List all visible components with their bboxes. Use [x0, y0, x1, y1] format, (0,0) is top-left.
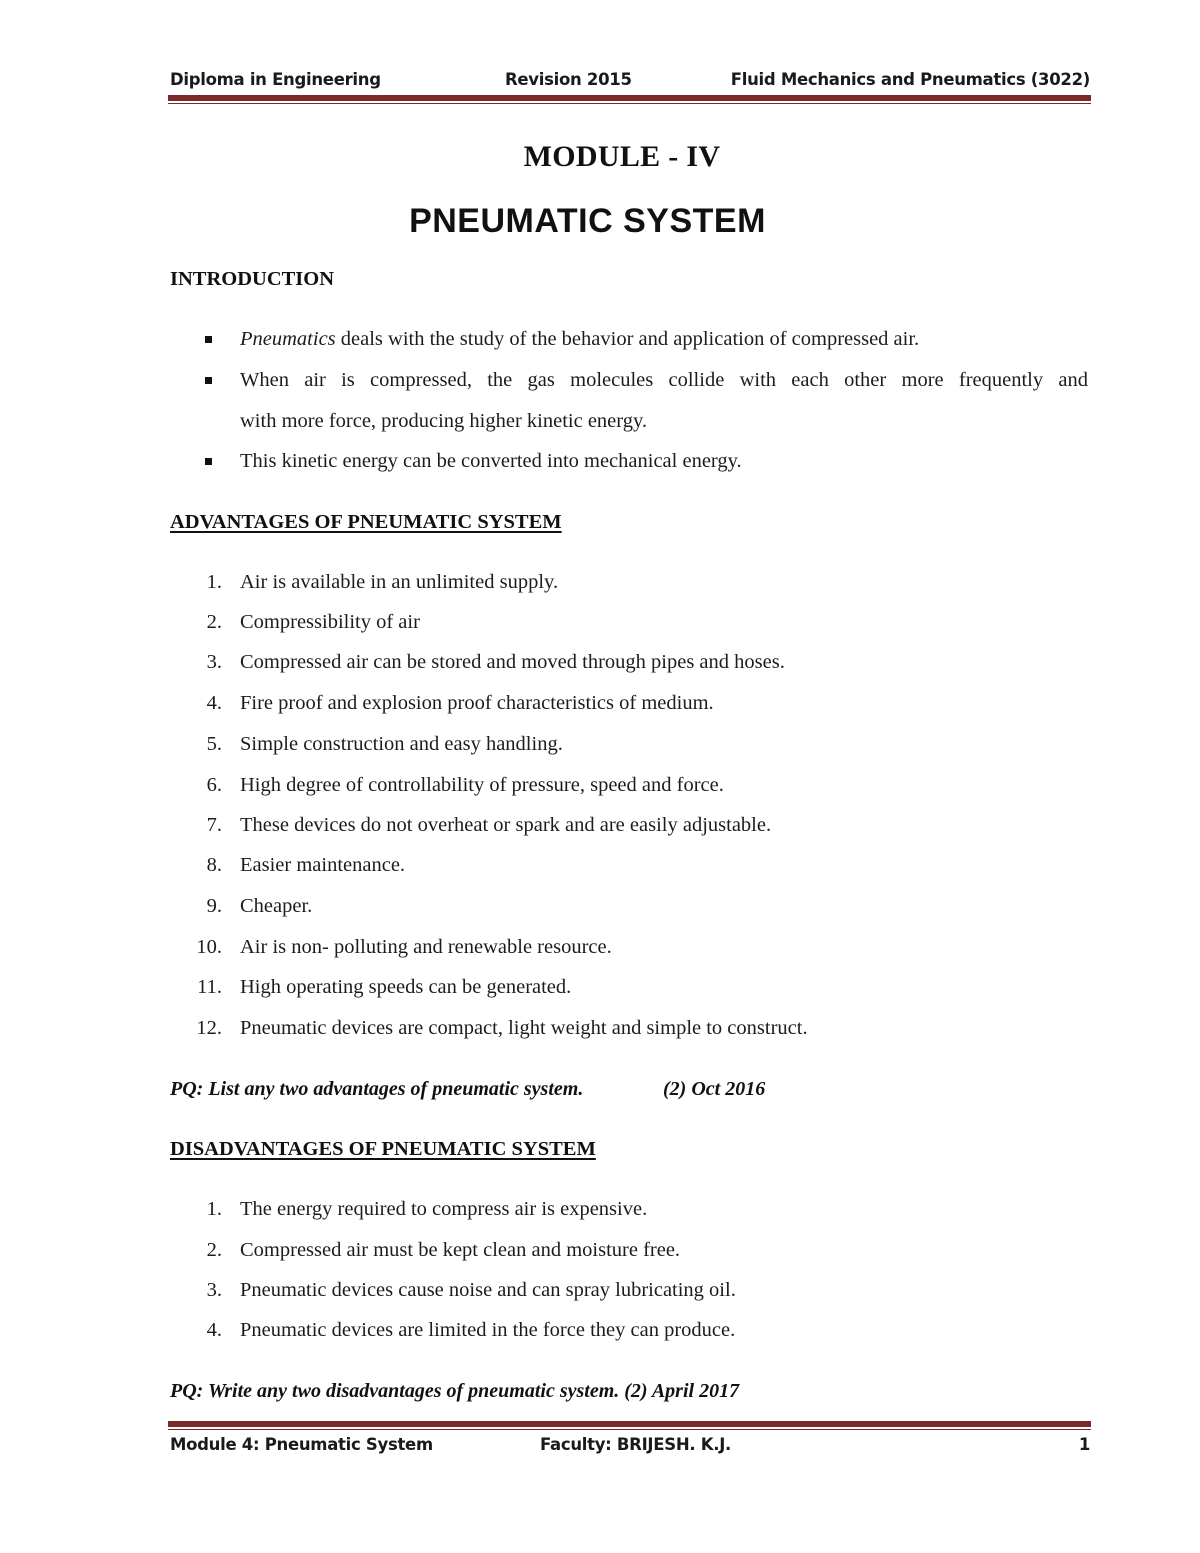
- list-item-number: 4.: [206, 1319, 222, 1341]
- pneumatics-term: Pneumatics: [240, 328, 336, 350]
- list-item: High operating speeds can be generated.: [240, 976, 572, 998]
- advantages-heading: ADVANTAGES OF PNEUMATIC SYSTEM: [170, 511, 562, 533]
- list-item: Pneumatic devices are compact, light weight and simple to construct.: [240, 1017, 808, 1039]
- footer-center: Faculty: BRIJESH. K.J.: [540, 1435, 732, 1454]
- introduction-heading: INTRODUCTION: [170, 268, 335, 290]
- list-item-number: 1.: [206, 571, 222, 593]
- list-item-number: 11.: [197, 976, 222, 998]
- list-item-number: 2.: [206, 611, 222, 633]
- list-item: The energy required to compress air is expensive.: [240, 1198, 648, 1220]
- list-item: Compressed air must be kept clean and moisture free.: [240, 1239, 681, 1261]
- list-item-number: 3.: [206, 651, 222, 673]
- list-item-number: 8.: [206, 854, 222, 876]
- list-item-number: 9.: [206, 895, 222, 917]
- module-title: MODULE - IV: [523, 140, 721, 173]
- list-item: Compressibility of air: [240, 611, 420, 633]
- bullet-square-icon: [205, 377, 212, 384]
- list-item: High degree of controllability of pressure, speed and force.: [240, 774, 724, 796]
- list-item: Cheaper.: [240, 895, 313, 917]
- page-number: 1: [1078, 1435, 1090, 1454]
- pq-text: Write any two disadvantages of pneumatic system.: [207, 1380, 620, 1402]
- list-item: Air is non- polluting and renewable resource.: [240, 936, 612, 958]
- header-center: Revision 2015: [505, 70, 632, 89]
- intro-bullet-1-text: deals with the study of the behavior and application of compressed air.: [335, 328, 920, 350]
- list-item-number: 6.: [206, 774, 222, 796]
- footer-left: Module 4: Pneumatic System: [170, 1435, 433, 1454]
- list-item: Simple construction and easy handling.: [240, 733, 563, 755]
- list-item: Air is available in an unlimited supply.: [240, 571, 559, 593]
- list-item: Pneumatic devices cause noise and can spray lubricating oil.: [240, 1279, 736, 1301]
- bullet-square-icon: [205, 458, 212, 465]
- pq-label: PQ:: [170, 1078, 204, 1100]
- disadvantages-heading: DISADVANTAGES OF PNEUMATIC SYSTEM: [170, 1138, 596, 1160]
- pq-marks: (2) Oct 2016: [663, 1078, 766, 1100]
- list-item: These devices do not overheat or spark and are easily adjustable.: [240, 814, 772, 836]
- footer-rule: [168, 1421, 1091, 1427]
- header-right: Fluid Mechanics and Pneumatics (3022): [730, 70, 1090, 89]
- list-item: Compressed air can be stored and moved through pipes and hoses.: [240, 651, 785, 673]
- pq-text: List any two advantages of pneumatic system.: [208, 1078, 584, 1100]
- list-item-number: 7.: [206, 814, 222, 836]
- list-item-number: 4.: [206, 692, 222, 714]
- list-item-number: 12.: [196, 1017, 222, 1039]
- intro-bullet-3: This kinetic energy can be converted into mechanical energy.: [240, 450, 742, 472]
- list-item-number: 5.: [206, 733, 222, 755]
- page-footer: [170, 1435, 1090, 1461]
- intro-bullet-2-line-2: with more force, producing higher kinetic energy.: [240, 410, 648, 432]
- page-header: [170, 70, 1090, 96]
- list-item-number: 10.: [196, 936, 222, 958]
- list-item-number: 2.: [206, 1239, 222, 1261]
- list-item: Easier maintenance.: [240, 854, 406, 876]
- header-left: Diploma in Engineering: [170, 70, 381, 89]
- header-rule: [168, 95, 1091, 101]
- practice-question-disadvantages: [170, 1380, 739, 1403]
- intro-bullet-1: [240, 328, 919, 351]
- list-item: Fire proof and explosion proof characteristics of medium.: [240, 692, 714, 714]
- list-item: Pneumatic devices are limited in the force they can produce.: [240, 1319, 736, 1341]
- list-item-number: 1.: [206, 1198, 222, 1220]
- bullet-square-icon: [205, 336, 212, 343]
- pq-marks: (2) April 2017: [624, 1380, 740, 1402]
- practice-question-advantages: [170, 1078, 766, 1101]
- pq-label: PQ:: [170, 1380, 204, 1402]
- page-title: PNEUMATIC SYSTEM: [409, 202, 766, 240]
- intro-bullet-2-line-1: When air is compressed, the gas molecules collide with each other more frequently and: [240, 369, 1088, 391]
- list-item-number: 3.: [206, 1279, 222, 1301]
